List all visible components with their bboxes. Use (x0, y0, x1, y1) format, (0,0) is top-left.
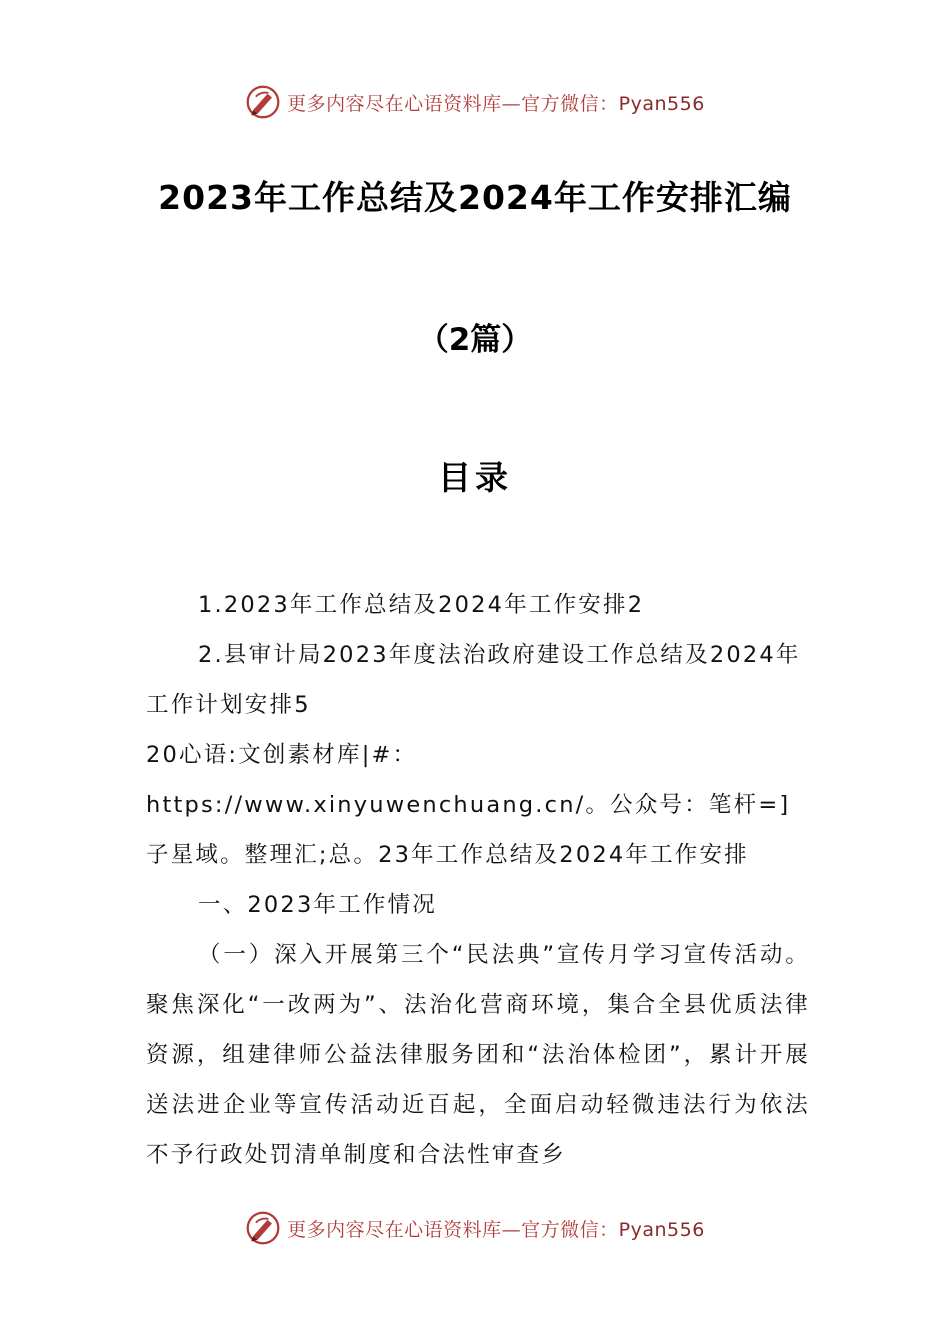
watermark-text: 更多内容尽在心语资料库—官方微信：Pyan556 (287, 1218, 705, 1241)
section-heading: 一、2023年工作情况 (198, 892, 437, 918)
pen-logo-icon (245, 84, 281, 120)
document-title: 2023年工作总结及2024年工作安排汇编 (158, 178, 792, 217)
toc-heading: 目录 (438, 458, 512, 497)
footer-watermark (0, 1208, 950, 1248)
source-line: 20心语:文创素材库|#：https://www.xinyuwenchuang.cn/。公众号：笔杆=]子星域。整理汇;总。23年工作总结及2024年工作安排 (146, 742, 791, 868)
document-body (146, 580, 810, 1180)
header-watermark (0, 82, 950, 122)
toc-entry-2: 2.县审计局2023年度法治政府建设工作总结及2024年工作计划安排5 (146, 642, 801, 718)
paragraph: （一）深入开展第三个“民法典”宣传月学习宣传活动。聚焦深化“一改两为”、法治化营商环境，集合全县优质法律资源，组建律师公益法律服务团和“法治体检团”，累计开展送法进企业等宣传活动近百起，全面启动轻微违法行为依法不予行政处罚清单制度和合法性审查乡 (146, 942, 810, 1168)
watermark-text: 更多内容尽在心语资料库—官方微信：Pyan556 (287, 92, 705, 115)
document-count: （2篇） (417, 322, 533, 358)
toc-entry-1: 1.2023年工作总结及2024年工作安排2 (198, 592, 645, 618)
pen-logo-icon (245, 1210, 281, 1246)
